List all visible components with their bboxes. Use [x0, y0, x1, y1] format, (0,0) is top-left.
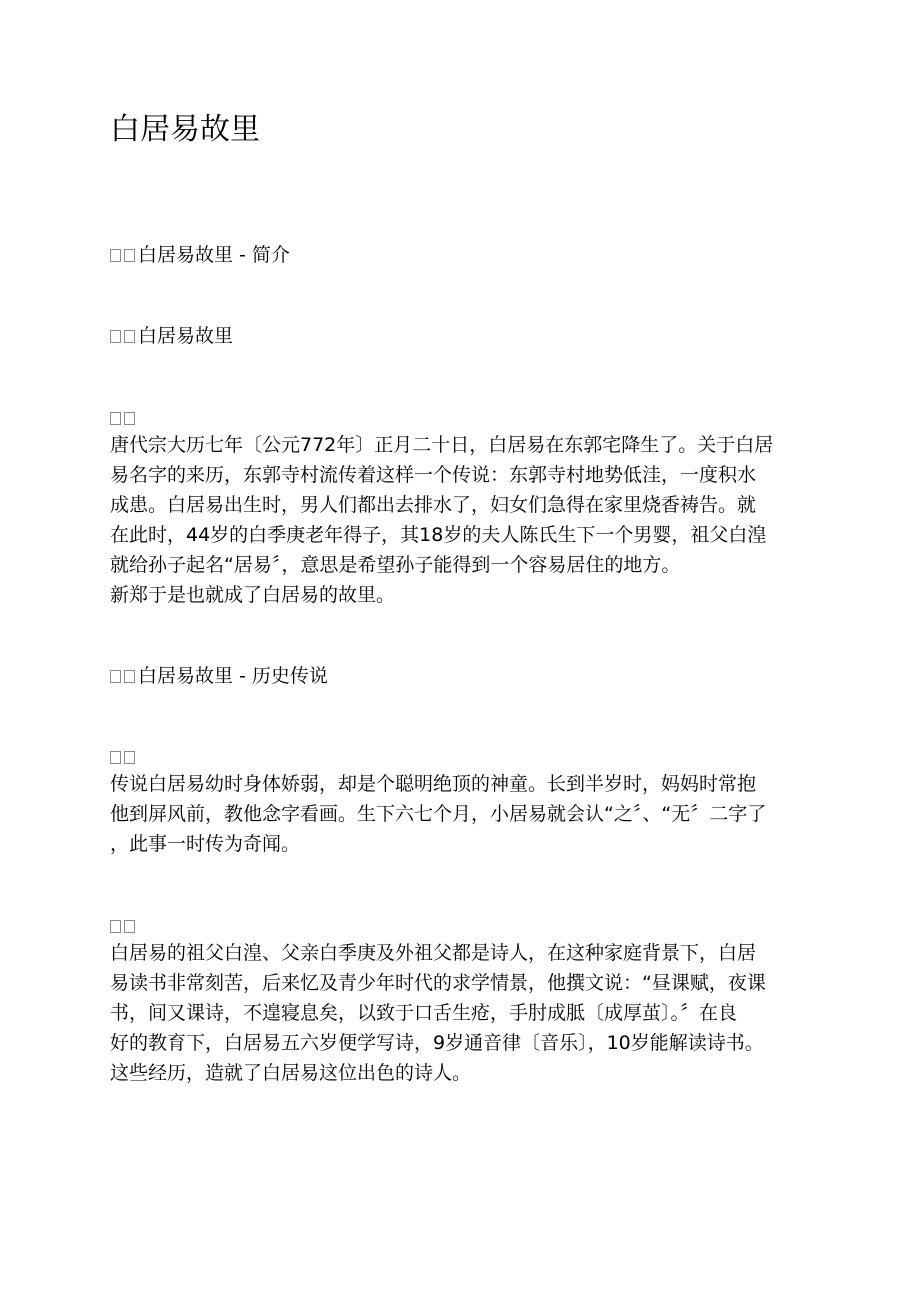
intro-paragraph — [110, 430, 810, 610]
paragraph-line: 白居易的祖父白湟、父亲白季庚及外祖父都是诗人，在这种家庭背景下，白居 — [110, 942, 757, 964]
section-heading-intro-text: 白居易故里 - 简介 — [138, 244, 290, 266]
missing-glyph-icon — [124, 751, 135, 764]
paragraph-marker — [110, 742, 138, 772]
paragraph-line: 易名字的来历，东郭寺村流传着这样一个传说：东郭寺村地势低洼，一度积水 — [110, 464, 757, 486]
section-heading-intro — [110, 240, 290, 270]
legend-paragraph-2 — [110, 938, 810, 1088]
missing-glyph-icon — [110, 330, 121, 343]
paragraph-line: 书，间又课诗，不遑寝息矣，以致于口舌生疮，手肘成胝〔成厚茧〕。〞在良 — [110, 1002, 738, 1024]
legend-paragraph-1 — [110, 769, 810, 859]
section-heading-legend — [110, 661, 328, 691]
paragraph-line: 在此时，44岁的白季庚老年得子，其18岁的夫人陈氏生下一个男婴，祖父白湟 — [110, 524, 767, 546]
paragraph-line: 好的教育下，白居易五六岁便学写诗，9岁通音律〔音乐〕，10岁能解读诗书。 — [110, 1032, 764, 1054]
paragraph-line: ，此事一时传为奇闻。 — [110, 833, 301, 855]
section-subheading — [110, 321, 233, 351]
paragraph-line: 这些经历，造就了白居易这位出色的诗人。 — [110, 1062, 472, 1084]
missing-glyph-icon — [110, 249, 121, 262]
paragraph-line: 易读书非常刻苦，后来忆及青少年时代的求学情景，他撰文说：“昼课赋，夜课 — [110, 972, 766, 994]
missing-glyph-icon — [124, 920, 135, 933]
paragraph-line: 成患。白居易出生时，男人们都出去排水了，妇女们急得在家里烧香祷告。就 — [110, 494, 757, 516]
missing-glyph-icon — [110, 751, 121, 764]
paragraph-marker — [110, 403, 138, 433]
paragraph-line: 唐代宗大历七年〔公元772年〕正月二十日，白居易在东郭宅降生了。关于白居 — [110, 434, 774, 456]
section-subheading-text: 白居易故里 — [138, 325, 234, 347]
paragraph-line: 传说白居易幼时身体娇弱，却是个聪明绝顶的神童。长到半岁时，妈妈时常抱 — [110, 773, 757, 795]
missing-glyph-icon — [124, 412, 135, 425]
missing-glyph-icon — [110, 920, 121, 933]
paragraph-marker — [110, 911, 138, 941]
section-heading-legend-text: 白居易故里 - 历史传说 — [138, 665, 328, 687]
paragraph-line: 就给孙子起名“居易〞，意思是希望孙子能得到一个容易居住的地方。 — [110, 554, 681, 576]
document-title: 白居易故里 — [110, 112, 260, 147]
paragraph-line: 他到屏风前，教他念字看画。生下六七个月，小居易就会认“之〞、“无〞二字了 — [110, 803, 767, 825]
missing-glyph-icon — [124, 249, 135, 262]
paragraph-line: 新郑于是也就成了白居易的故里。 — [110, 584, 396, 606]
missing-glyph-icon — [110, 412, 121, 425]
missing-glyph-icon — [124, 330, 135, 343]
missing-glyph-icon — [110, 670, 121, 683]
missing-glyph-icon — [124, 670, 135, 683]
